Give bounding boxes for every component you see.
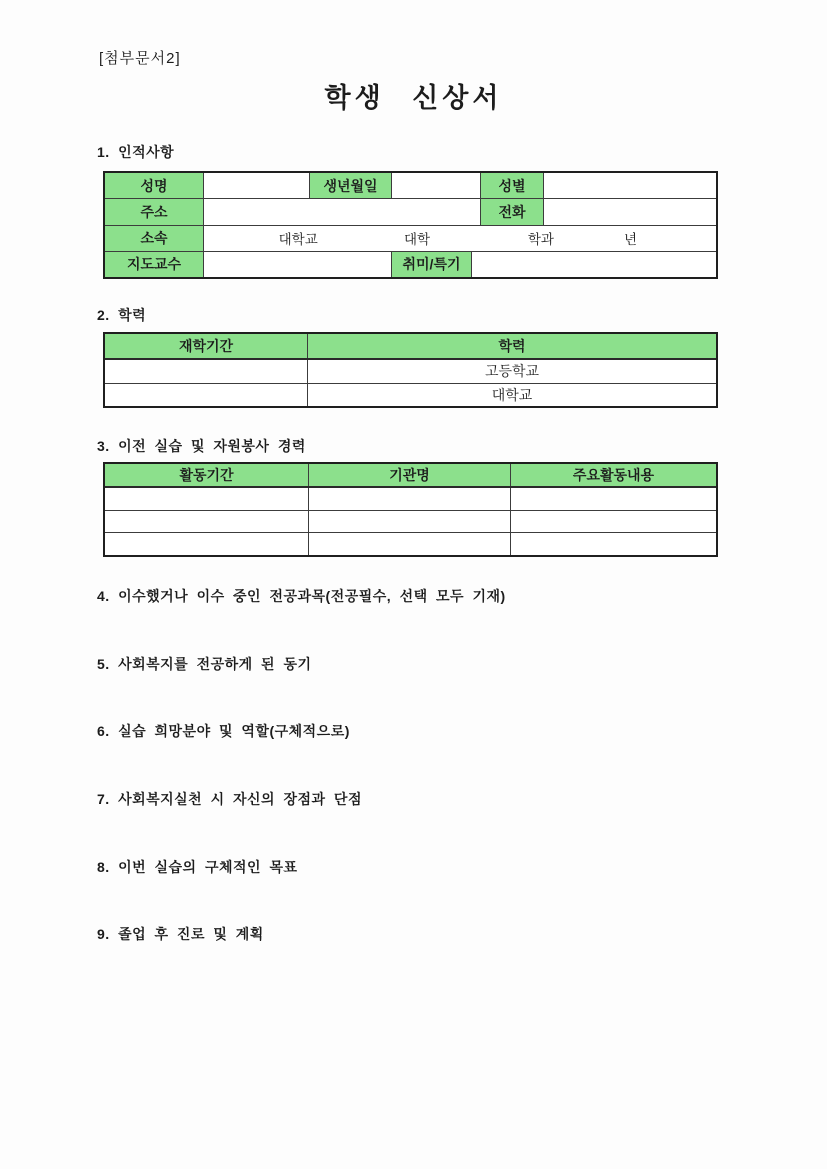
experience-empty-row (105, 533, 716, 555)
section-heading-career-plan: 9. 졸업 후 진로 및 계획 (97, 926, 264, 942)
activity-content-cell (511, 511, 716, 533)
advisor-value-cell (204, 252, 392, 277)
attachment-label: [첨부문서2] (99, 50, 181, 67)
experience-empty-row (105, 511, 716, 534)
section-heading-personal-info: 1. 인적사항 (97, 144, 175, 160)
activity-content-cell (511, 533, 716, 555)
institution-cell (309, 533, 511, 555)
activity-period-cell (105, 533, 309, 555)
section-heading-major-courses: 4. 이수했거나 이수 중인 전공과목(전공필수, 선택 모두 기재) (97, 588, 506, 604)
institution-header-cell: 기관명 (309, 464, 511, 486)
personal-info-table (103, 171, 718, 279)
personal-row-3 (105, 226, 716, 252)
hobby-value-cell (472, 252, 716, 277)
address-value-cell (204, 199, 481, 224)
activity-content-cell (511, 488, 716, 510)
education-table (103, 332, 718, 408)
address-label-cell: 주소 (105, 199, 204, 224)
section-heading-desired-field: 6. 실습 희망분야 및 역할(구체적으로) (97, 723, 350, 739)
activity-period-cell (105, 511, 309, 533)
personal-row-4 (105, 252, 716, 277)
attendance-period-header-cell: 재학기간 (105, 334, 308, 358)
section-heading-experience: 3. 이전 실습 및 자원봉사 경력 (97, 438, 306, 454)
section-heading-education: 2. 학력 (97, 307, 147, 323)
university-level-cell: 대학교 (308, 384, 716, 407)
section-heading-strengths-weaknesses: 7. 사회복지실천 시 자신의 장점과 단점 (97, 791, 362, 807)
university-period-cell (105, 384, 308, 407)
education-header-row (105, 334, 716, 360)
education-level-header-cell: 학력 (308, 334, 716, 358)
education-row-highschool (105, 360, 716, 384)
activity-period-header-cell: 활동기간 (105, 464, 309, 486)
experience-header-row (105, 464, 716, 488)
experience-empty-row (105, 488, 716, 511)
year-suffix-text: 년 (623, 232, 638, 248)
highschool-level-cell: 고등학교 (308, 360, 716, 383)
name-value-cell (204, 173, 310, 198)
section-heading-practice-goals: 8. 이번 실습의 구체적인 목표 (97, 859, 298, 875)
hobby-label-cell: 취미/특기 (392, 252, 472, 277)
experience-table (103, 462, 718, 557)
education-row-university (105, 384, 716, 407)
affiliation-label-cell: 소속 (105, 226, 204, 251)
university-suffix-text: 대학교 (278, 232, 318, 248)
department-suffix-text: 학과 (527, 232, 554, 248)
phone-label-cell: 전화 (481, 199, 544, 224)
phone-value-cell (544, 199, 716, 224)
advisor-label-cell: 지도교수 (105, 252, 204, 277)
institution-cell (309, 511, 511, 533)
affiliation-value-cell (204, 226, 716, 251)
activity-period-cell (105, 488, 309, 510)
personal-row-1 (105, 173, 716, 199)
activity-content-header-cell: 주요활동내용 (511, 464, 716, 486)
page-title: 학생 신상서 (324, 83, 503, 113)
institution-cell (309, 488, 511, 510)
name-label-cell: 성명 (105, 173, 204, 198)
section-heading-motivation: 5. 사회복지를 전공하게 된 동기 (97, 656, 312, 672)
personal-row-2 (105, 199, 716, 225)
birthdate-label-cell: 생년월일 (310, 173, 392, 198)
college-suffix-text: 대학 (403, 232, 431, 248)
highschool-period-cell (105, 360, 308, 383)
gender-value-cell (544, 173, 716, 198)
gender-label-cell: 성별 (481, 173, 544, 198)
birthdate-value-cell (392, 173, 481, 198)
